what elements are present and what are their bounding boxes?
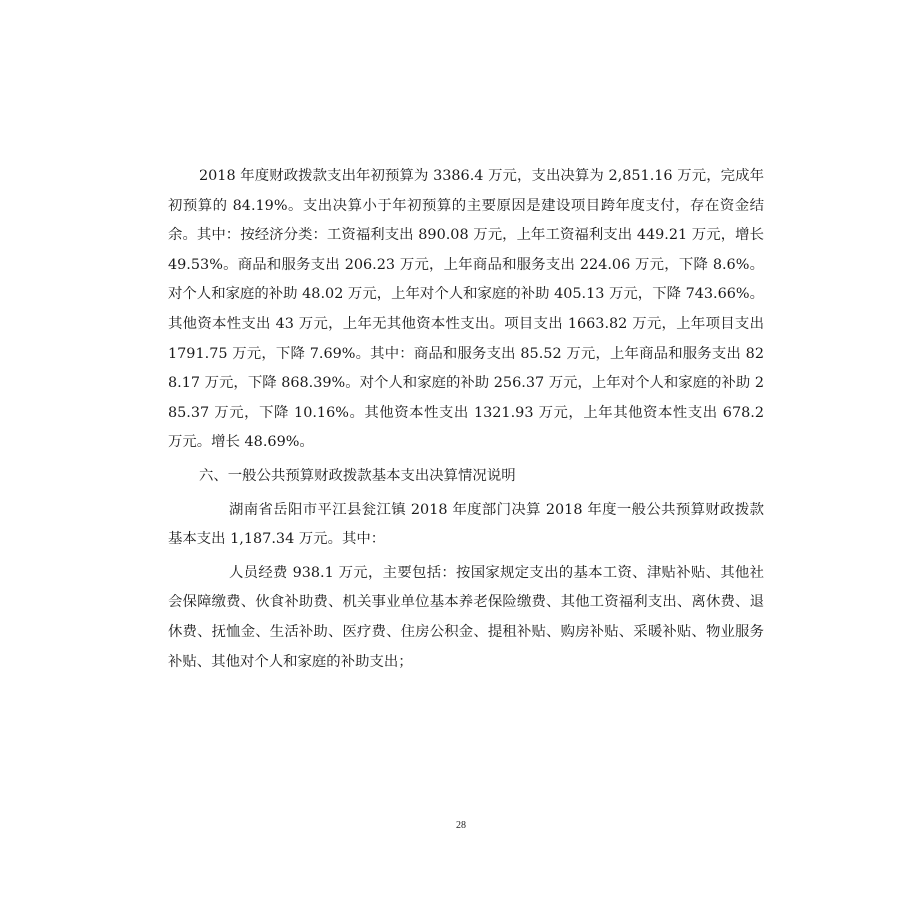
section-heading-basic-expenditure: 六、一般公共预算财政拨款基本支出决算情况说明 (199, 467, 516, 484)
paragraph-financial-appropriation-expenditure: 2018 年度财政拨款支出年初预算为 3386.4 万元，支出决算为 2,851.16 万元，完成年初预算的 84.19%。支出决算小于年初预算的主要原因是建设项目跨年度支付，存在资金结余。其中：按经济分类：工资福利支出 890.08 万元，上年工资福利支出 449.21 万元，增长 49.53%。商品和服务支出 206.23 万元，上年商品和服务支出 224.06 万元，下降 8.6%。对个人和家庭的补助 48.02 万元，上年对个人和家庭的补助 405.13 万元，下降 743.66%。其他资本性支出 43 万元，上年无其他资本性支出。项目支出 1663.82 万元，上年项目支出 1791.75 万元，下降 7.69%。其中：商品和服务支出 85.52 万元，上年商品和服务支出 828.17 万元，下降 868.39%。对个人和家庭的补助 256.37 万元，上年对个人和家庭的补助 285.37 万元，下降 10.16%。其他资本性支出 1321.93 万元，上年其他资本性支出 678.2 万元。增长 48.69%。 (168, 168, 764, 451)
page-number: 28 (456, 820, 466, 831)
document-body (168, 162, 764, 677)
paragraph-basic-expenditure-total: 湖南省岳阳市平江县瓮江镇 2018 年度部门决算 2018 年度一般公共预算财政拨款基本支出 1,187.34 万元。其中： (168, 501, 764, 548)
paragraph-personnel-expenses: 人员经费 938.1 万元，主要包括：按国家规定支出的基本工资、津贴补贴、其他社会保障缴费、伙食补助费、机关事业单位基本养老保险缴费、其他工资福利支出、离休费、退休费、抚恤金、生活补助、医疗费、住房公积金、提租补贴、购房补贴、采暖补贴、物业服务补贴、其他对个人和家庭的补助支出； (168, 564, 764, 670)
